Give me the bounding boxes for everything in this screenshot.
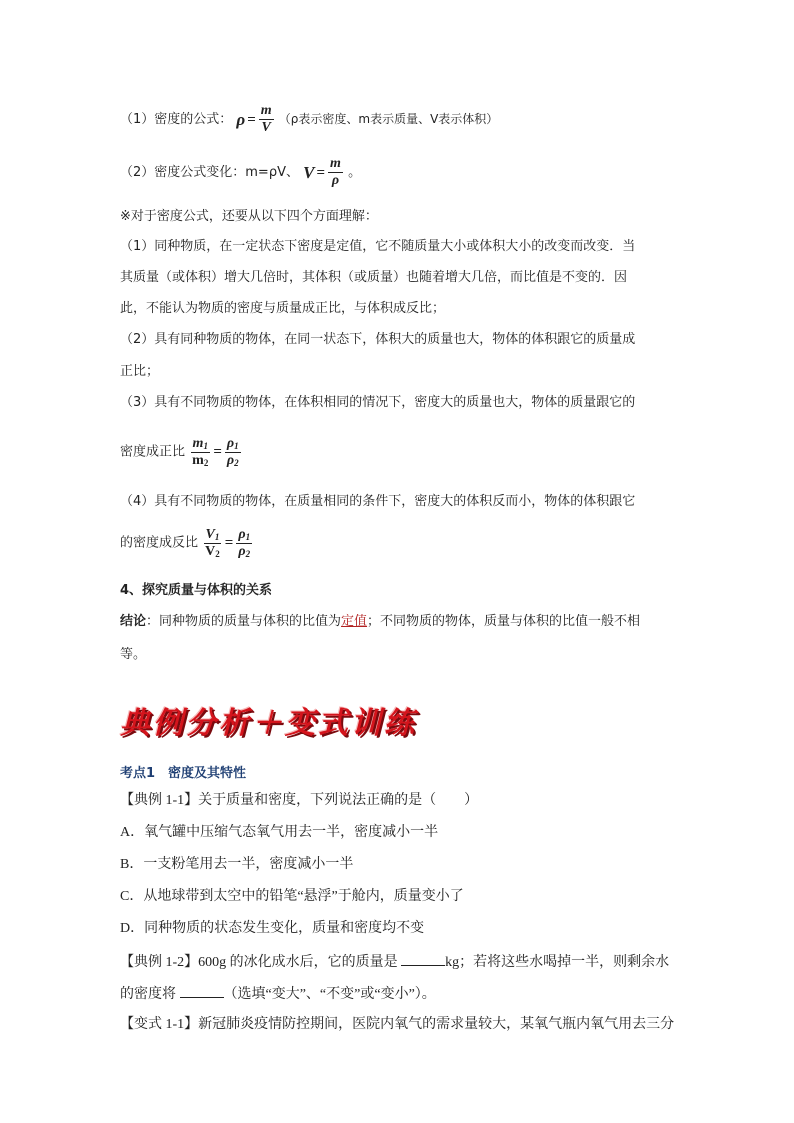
v-symbol: V (303, 162, 315, 182)
answer-blank-1[interactable] (401, 951, 445, 966)
example-1-option-b: B．一支粉笔用去一半，密度减小一半 (120, 857, 354, 872)
volume-formula (303, 157, 344, 188)
example-1-question: 关于质量和密度，下列说法正确的是（ ） (198, 793, 479, 808)
conclusion-label: 结论 (120, 614, 147, 629)
example-2-unit: kg；若将这些水喝掉一半，则剩余水 (445, 955, 670, 970)
formula-1-label: （1）密度的公式： (120, 112, 233, 127)
highlight-term: 定值 (341, 614, 368, 629)
equals-sign: = (224, 535, 234, 551)
subscript: 2 (245, 548, 251, 559)
subscript: 1 (214, 531, 220, 542)
variant-1-line (120, 1015, 674, 1035)
subscript: 1 (234, 440, 239, 451)
subscript: 2 (234, 457, 239, 468)
rho1-symbol: ρ (238, 526, 246, 542)
fraction-m-over-v (259, 104, 274, 135)
example-1-question-line (120, 791, 478, 811)
example-1-option-a: A．氧气罐中压缩气态氧气用去一半，密度减小一半 (120, 825, 439, 840)
variant-1-tag: 【变式 1-1】 (120, 1017, 199, 1032)
kaodian-heading: 考点1 密度及其特性 (120, 766, 247, 781)
variant-1-text: 新冠肺炎疫情防控期间，医院内氧气的需求量较大，某氧气瓶内氧气用去三分 (198, 1017, 675, 1032)
fraction-rho1-over-rho2 (236, 528, 252, 559)
section-4-title: 4、探究质量与体积的关系 (120, 583, 273, 598)
formula-1-note: （ρ表示密度、m表示质量、V表示体积） (278, 112, 499, 126)
subscript: 1 (203, 440, 208, 451)
fraction-m-over-rho (328, 157, 343, 188)
formula-2-end: 。 (348, 165, 362, 180)
example-1-option-d: D．同种物质的状态发生变化，质量和密度均不变 (120, 921, 425, 936)
fraction-m1-over-m2 (190, 437, 210, 468)
v2-symbol: V (205, 543, 216, 559)
conclusion-text: ：同种物质的质量与体积的比值为 (146, 614, 342, 629)
numerator: m (260, 103, 272, 118)
point-3-prefix: 密度成正比 (120, 444, 186, 460)
density-formula (236, 104, 274, 135)
m1-symbol: m (192, 435, 204, 451)
point-4-line-1: （4）具有不同物质的物体，在质量相同的条件下，密度大的体积反而小，物体的体积跟它 (120, 494, 636, 509)
point-4-prefix: 的密度成反比 (120, 535, 199, 551)
equals-sign: = (247, 111, 256, 128)
example-2-line-2-b: （选填“变大”、“不变”或“变小”）。 (223, 987, 436, 1002)
ratio-m-rho-formula (189, 432, 241, 472)
understand-intro: ※对于密度公式，还要从以下四个方面理解： (120, 209, 378, 224)
rho1-symbol: ρ (226, 435, 235, 451)
denominator: ρ (331, 173, 340, 188)
example-2-line-2 (120, 983, 436, 1005)
point-2-line-1: （2）具有同种物质的物体，在同一状态下，体积大的质量也大，物体的体积跟它的质量成 (120, 332, 636, 347)
m2-symbol: m (192, 452, 204, 468)
example-1-option-c: C．从地球带到太空中的铅笔“悬浮”于舱内，质量变小了 (120, 889, 464, 904)
rho-symbol: ρ (236, 109, 246, 129)
conclusion-line-2: 等。 (120, 647, 147, 662)
example-2-part-1: 600g 的冰化成水后，它的质量是 (198, 955, 398, 970)
ratio-v-rho-formula (202, 523, 253, 563)
subscript: 2 (215, 548, 220, 559)
example-2-tag: 【典例 1-2】 (120, 955, 199, 970)
fraction-rho1-over-rho2 (225, 437, 241, 468)
answer-blank-2[interactable] (180, 983, 224, 998)
formula-1-line (120, 104, 498, 135)
formula-2-label: （2）密度公式变化：m=ρV、 (120, 165, 299, 180)
denominator: V (261, 120, 271, 135)
numerator: m (330, 156, 341, 171)
conclusion-line-1 (120, 612, 640, 632)
section-banner: 典例分析＋变式训练 (120, 706, 417, 741)
point-1-line-1: （1）同种物质，在一定状态下密度是定值，它不随质量大小或体积大小的改变而改变．当 (120, 239, 636, 254)
equals-sign: = (213, 444, 222, 460)
example-2-line-2-a: 的密度将 (120, 987, 176, 1002)
point-4-line-2 (120, 523, 253, 564)
subscript: 1 (245, 531, 251, 542)
point-3-line-2 (120, 432, 242, 473)
rho2-symbol: ρ (226, 452, 235, 468)
point-1-line-2: 其质量（或体积）增大几倍时，其体积（或质量）也随着增大几倍，而比值是不变的．因 (120, 270, 628, 285)
equals-sign: = (316, 164, 326, 181)
fraction-v1-over-v2 (203, 528, 222, 559)
conclusion-rest: ；不同物质的物体，质量与体积的比值一般不相 (367, 614, 641, 629)
v1-symbol: V (205, 526, 215, 542)
rho2-symbol: ρ (238, 543, 246, 559)
point-2-line-2: 正比； (120, 364, 160, 379)
point-1-line-3: 此，不能认为物质的密度与质量成正比，与体积成反比； (120, 301, 446, 316)
formula-2-line (120, 157, 361, 188)
example-1-tag: 【典例 1-1】 (120, 793, 199, 808)
example-2-line-1 (120, 951, 669, 973)
point-3-line-1: （3）具有不同物质的物体，在体积相同的情况下，密度大的质量也大，物体的质量跟它的 (120, 395, 636, 410)
subscript: 2 (203, 457, 209, 468)
